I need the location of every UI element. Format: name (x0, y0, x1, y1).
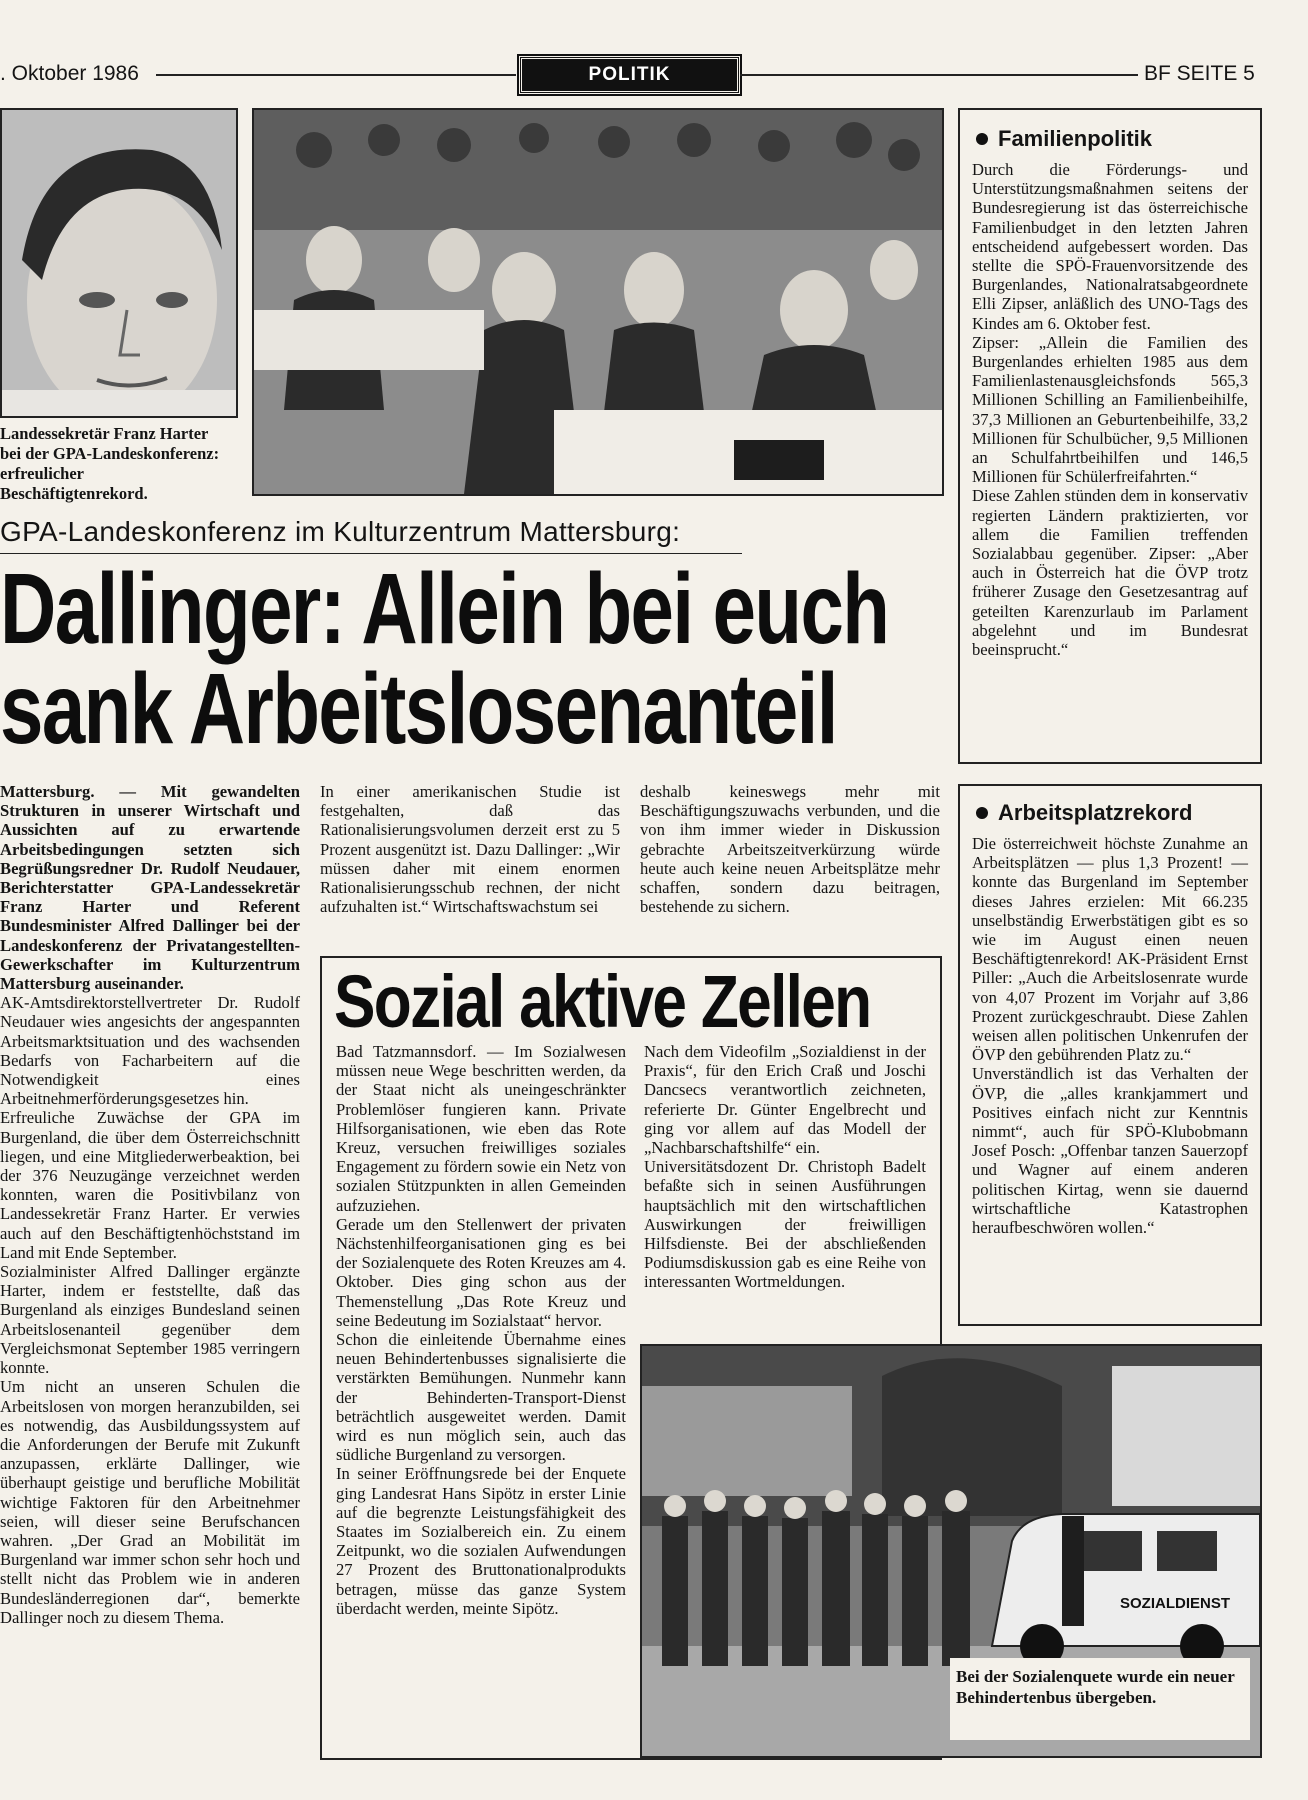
header-rule-left (156, 74, 516, 76)
main-article-col1-body: AK-Amtsdirektorstellvertreter Dr. Rudolf Neudauer wies angesichts der angespannten Arbeitsmarktsituation und des wachsenden Bedarfs von Facharbeitern auf die Notwendigkeit eines Arbeitnehmerförderungsgesetzes hin. Erfreuliche Zuwächse der GPA im Burgenland, die über dem Österreichschnitt liegen, und eine Mitgliederwerbeaktion, bei der 376 Neuzugänge verzeichnet werden konnten, waren die Positivbilanz von Landessekretär Franz Harter. Er verwies auch auf den Beschäftigtenhöchststand im Land mit Ende September. Sozialminister Alfred Dallinger ergänzte Harter, indem er feststellte, daß das Burgenland als einziges Bundesland seinen Arbeitslosenanteil gegenüber dem Vergleichsmonat September 1985 verringern konnte. Um nicht an unseren Schulen die Arbeitslosen von morgen heranzubilden, sei es notwendig, das Ausbildungssystem auf die Anforderungen der Berufe mit Zukunft anzupassen, erklärte Dallinger, wie überhaupt geistige und berufliche Mobilität wichtige Faktoren für den Arbeitnehmer seien, will dieser seine Berufschancen wahren. „Der Grad an Mobilität im Burgenland war immer schon sehr hoch und stellt nicht das Problem wie in anderen Bundesländerregionen dar“, bemerkte Dallinger noch zu diesem Thema. (0, 993, 300, 1627)
conference-photo (252, 108, 944, 496)
section-label: POLITIK (519, 56, 740, 94)
bus-caption-panel (950, 1658, 1250, 1740)
main-article-col2: In einer amerikanischen Studie ist festgehalten, daß das Rationalisierungsvolumen derzeit erst zu 5 Prozent ausgenützt ist. Dazu Dallinger: „Wir müssen daher mit einem enormen Rationalisierungsschub rechnen, der nicht aufzuhalten ist.“ Wirtschaftswachstum sei (320, 782, 620, 917)
page-number: BF SEITE 5 (1144, 62, 1255, 85)
main-article-col3: deshalb keineswegs mehr mit Beschäftigungszuwachs verbunden, und die von ihm immer wieder in Diskussion gebrachte Arbeitszeitverkürzung würde heute auch keine neuen Arbeitsplätze mehr schaffen, sondern dazu beitragen, bestehende zu sichern. (640, 782, 940, 917)
issue-date: . Oktober 1986 (0, 62, 139, 85)
sozial-col2: Nach dem Videofilm „Sozialdienst in der Praxis“, für den Erich Craß und Joschi Dancsecs verantwortlich zeichneten, referierte Dr. Günter Engelbrecht und ging vor allem auf das Modell der „Nachbarschaftshilfe“ ein. Universitätsdozent Dr. Christoph Badelt befaßte sich in seinen Ausführungen hauptsächlich mit den wirtschaftlichen Auswirkungen der freiwilligen Hilfsdienste. Bei der abschließenden Podiumsdiskussion gab es eine Reihe von interessanten Wortmeldungen. (644, 1042, 926, 1292)
portrait-caption: Landessekretär Franz Harter bei der GPA-Landeskonferenz: erfreulicher Beschäftigtenrekord. (0, 424, 220, 503)
bullet-icon (976, 807, 988, 819)
sozial-col1: Bad Tatzmannsdorf. — Im Sozialwesen müssen neue Wege beschritten werden, da der Staat nicht als uneingeschränkter Problemlöser fungieren kann. Private Hilfsorganisationen, wie eben das Rote Kreuz, versuchen freiwilliges soziales Engagement zu fördern sowie ein Netz von sozialen Stützpunkten in allen Gemeinden aufzuziehen. Gerade um den Stellenwert der privaten Nächstenhilfeorganisationen ging es bei der Sozialenquete des Roten Kreuzes am 4. Oktober. Dies ging schon aus der Themenstellung „Das Rote Kreuz und seine Bedeutung im Sozialstaat“ hervor. Schon die einleitende Übernahme eines neuen Behindertenbusses signalisierte die verstärkten Bemühungen. Nunmehr kann der Behinderten-Transport-Dienst beträchtlich ausgeweitet werden. Damit wird es nun möglich sein, auch das südliche Burgenland zu versorgen. In seiner Eröffnungsrede bei der Enquete ging Landesrat Hans Sipötz in erster Linie auf die begrenzte Leistungsfähigkeit des Staates im Sozialbereich ein. Zu einem Zeitpunkt, wo die sozialen Aufwendungen 27 Prozent des Bruttonationalprodukts betragen, müsse das ganze System überdacht werden, meinte Sipötz. (336, 1042, 626, 1618)
arbeitsplatzrekord-box (958, 784, 1262, 1326)
bullet-icon (976, 133, 988, 145)
main-article-col1 (0, 782, 300, 1627)
familienpolitik-heading (976, 126, 1260, 152)
portrait-photo (0, 108, 238, 418)
headline-line-2: sank Arbeitslosenanteil (0, 653, 837, 765)
familienpolitik-text: Durch die Förderungs- und Unterstützungsmaßnahmen seitens der Bundesregierung ist das österreichische Familienbudget in den letzten Jahren entscheidend aufgebessert worden. Das stellte die SPÖ-Frauenvorsitzende des Burgenlandes, Nationalratsabgeordnete Elli Zipser, anläßlich des UNO-Tags des Kindes am 6. Oktober fest. Zipser: „Allein die Familien des Burgenlandes erhielten 1985 aus dem Familienlastenausgleichsfonds 565,3 Millionen Schilling an Familienbeihilfe, 37,3 Millionen an Geburtenbeihilfe, 33,2 Millionen für Schulbücher, 9,5 Millionen an Schulfahrtbeihilfen und 146,5 Millionen für Schülerfreifahrten.“ Diese Zahlen stünden dem in konservativ regierten Ländern praktizierten, vor allem die Familien treffenden Sozialabbau gegenüber. Zipser: „Aber auch in Österreich hat die ÖVP trotz früherer Zusage den Gesetzesantrag auf geteilten Karenzurlaub im Parlament abgelehnt und im Bundesrat beeinsprucht.“ (972, 160, 1248, 660)
familienpolitik-box (958, 108, 1262, 764)
familienpolitik-title: Familienpolitik (998, 126, 1153, 151)
main-article-lead: Mattersburg. — Mit gewandelten Strukturen in unserer Wirtschaft und Aussichten auf zu erwartende Arbeitsbedingungen setzten sich Begrüßungsredner Dr. Rudolf Neudauer, Berichterstatter GPA-Landessekretär Franz Harter und Referent Bundesminister Alfred Dallinger bei der Landeskonferenz der Privatangestellten-Gewerkschafter im Kulturzentrum Mattersburg auseinander. (0, 782, 300, 994)
arbeitsplatzrekord-title: Arbeitsplatzrekord (998, 800, 1193, 825)
headline-line-1: Dallinger: Allein bei euch (0, 553, 889, 665)
arbeitsplatzrekord-heading (976, 800, 1260, 826)
header-rule-right (740, 74, 1138, 76)
kicker: GPA-Landeskonferenz im Kulturzentrum Mattersburg: (0, 516, 681, 547)
sozial-headline: Sozial aktive Zellen (334, 960, 871, 1043)
arbeitsplatzrekord-text: Die österreichweit höchste Zunahme an Arbeitsplätzen — plus 1,3 Prozent! — konnte das Burgenland im September dieses Jahres erzielen: Mit 66.235 unselbständig Erwerbstätigen gibt es so wie im August einen neuen Beschäftigtenrekord! AK-Präsident Ernst Piller: „Auch die Arbeitslosenrate wurde von 4,07 Prozent im Vorjahr auf 3,86 Prozent zurückgeschraubt. Diese Zahlen weisen allen politischen Unkenrufen der ÖVP den gebührenden Platz zu.“ Unverständlich ist das Verhalten der ÖVP, die „alles krankjammert und Positives einfach nicht zur Kenntnis nimmt“, auch für SPÖ-Klubobmann Josef Posch: „Offenbar tanzen Sauerzopf und Wagner auf einem anderen politischen Kirtag, wenn sie dauernd wirtschaftliche Katastrophen heraufbeschwören wollen.“ (972, 834, 1248, 1238)
bus-photo-caption: Bei der Sozialenquete wurde ein neuer Behindertenbus übergeben. (956, 1667, 1235, 1707)
bus-label: SOZIALDIENST (1120, 1595, 1231, 1612)
